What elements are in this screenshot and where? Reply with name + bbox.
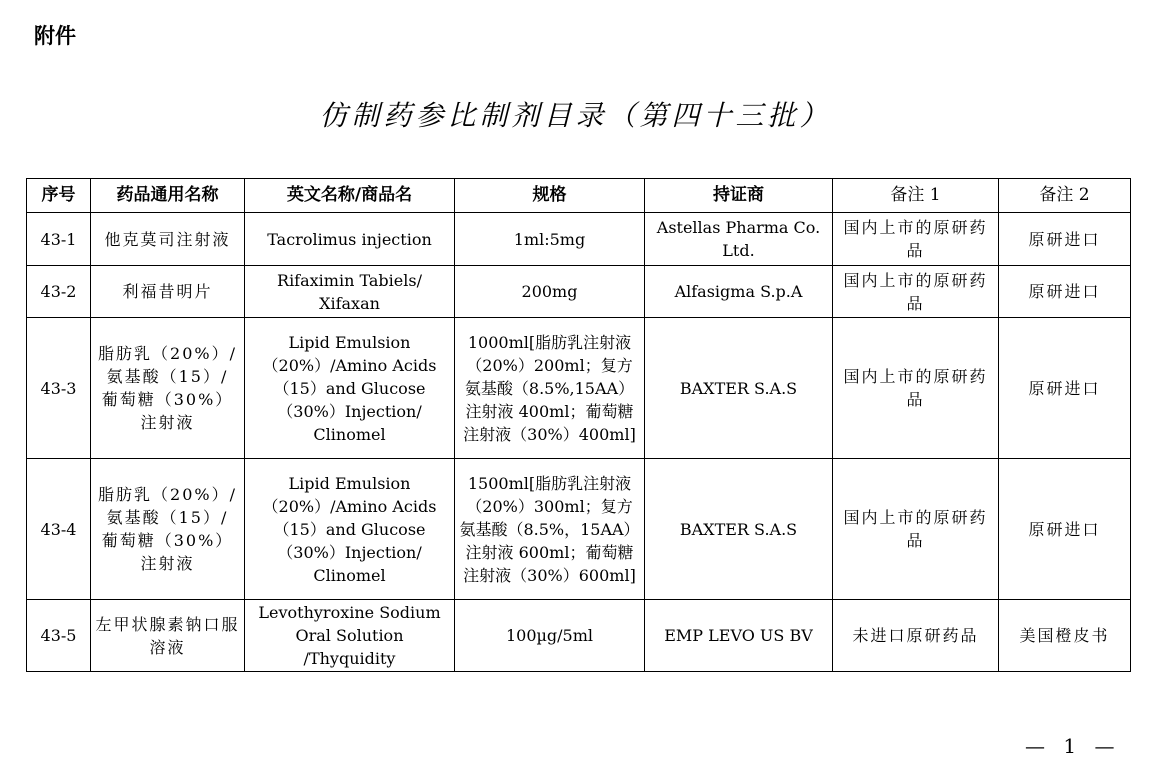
cell-english-name: Lipid Emulsion（20%）/Amino Acids（15）and Glucose（30%）Injection/ Clinomel [245,459,455,600]
cell-serial-no: 43-4 [27,459,91,600]
cell-generic-name: 脂肪乳（20%）/氨基酸（15）/ 葡萄糖（30%）注射液 [91,318,245,459]
cell-generic-name: 利福昔明片 [91,266,245,318]
header-specification: 规格 [455,179,645,213]
table-row [27,213,1131,266]
header-serial-no: 序号 [27,179,91,213]
header-note-2: 备注 2 [999,179,1131,213]
header-generic-name: 药品通用名称 [91,179,245,213]
cell-note-1: 国内上市的原研药品 [833,318,999,459]
cell-note-2: 美国橙皮书 [999,600,1131,672]
cell-english-name: Rifaximin Tabiels/ Xifaxan [245,266,455,318]
cell-specification: 1500ml[脂肪乳注射液（20%）300ml；复方氨基酸（8.5%，15AA）注射液 600ml；葡萄糖注射液（30%）600ml] [455,459,645,600]
cell-note-2: 原研进口 [999,266,1131,318]
cell-english-name: Lipid Emulsion（20%）/Amino Acids（15）and Glucose（30%）Injection/ Clinomel [245,318,455,459]
cell-note-2: 原研进口 [999,459,1131,600]
cell-serial-no: 43-1 [27,213,91,266]
header-note-1: 备注 1 [833,179,999,213]
cell-english-name: Tacrolimus injection [245,213,455,266]
table-row [27,600,1131,672]
cell-note-1: 国内上市的原研药品 [833,459,999,600]
header-english-name: 英文名称/商品名 [245,179,455,213]
header-license-holder: 持证商 [645,179,833,213]
cell-generic-name: 脂肪乳（20%）/氨基酸（15）/ 葡萄糖（30%）注射液 [91,459,245,600]
reference-drug-table [26,178,1131,672]
cell-license-holder: EMP LEVO US BV [645,600,833,672]
attachment-label: 附件 [34,24,76,48]
cell-specification: 100µg/5ml [455,600,645,672]
cell-license-holder: BAXTER S.A.S [645,459,833,600]
cell-specification: 200mg [455,266,645,318]
cell-generic-name: 左甲状腺素钠口服溶液 [91,600,245,672]
table-header-row [27,179,1131,213]
cell-specification: 1ml:5mg [455,213,645,266]
table-row [27,459,1131,600]
cell-license-holder: BAXTER S.A.S [645,318,833,459]
cell-note-1: 未进口原研药品 [833,600,999,672]
cell-english-name: Levothyroxine Sodium Oral Solution /Thyquidity [245,600,455,672]
cell-license-holder: Astellas Pharma Co. Ltd. [645,213,833,266]
cell-note-2: 原研进口 [999,318,1131,459]
cell-note-1: 国内上市的原研药品 [833,213,999,266]
table-row [27,318,1131,459]
cell-note-1: 国内上市的原研药品 [833,266,999,318]
cell-note-2: 原研进口 [999,213,1131,266]
page-number: — 1 — [1025,734,1121,758]
cell-serial-no: 43-2 [27,266,91,318]
cell-serial-no: 43-5 [27,600,91,672]
page-title: 仿制药参比制剂目录（第四十三批） [319,99,832,132]
cell-specification: 1000ml[脂肪乳注射液（20%）200ml；复方氨基酸（8.5%,15AA）注射液 400ml；葡萄糖注射液（30%）400ml] [455,318,645,459]
cell-generic-name: 他克莫司注射液 [91,213,245,266]
cell-license-holder: Alfasigma S.p.A [645,266,833,318]
table-row [27,266,1131,318]
cell-serial-no: 43-3 [27,318,91,459]
